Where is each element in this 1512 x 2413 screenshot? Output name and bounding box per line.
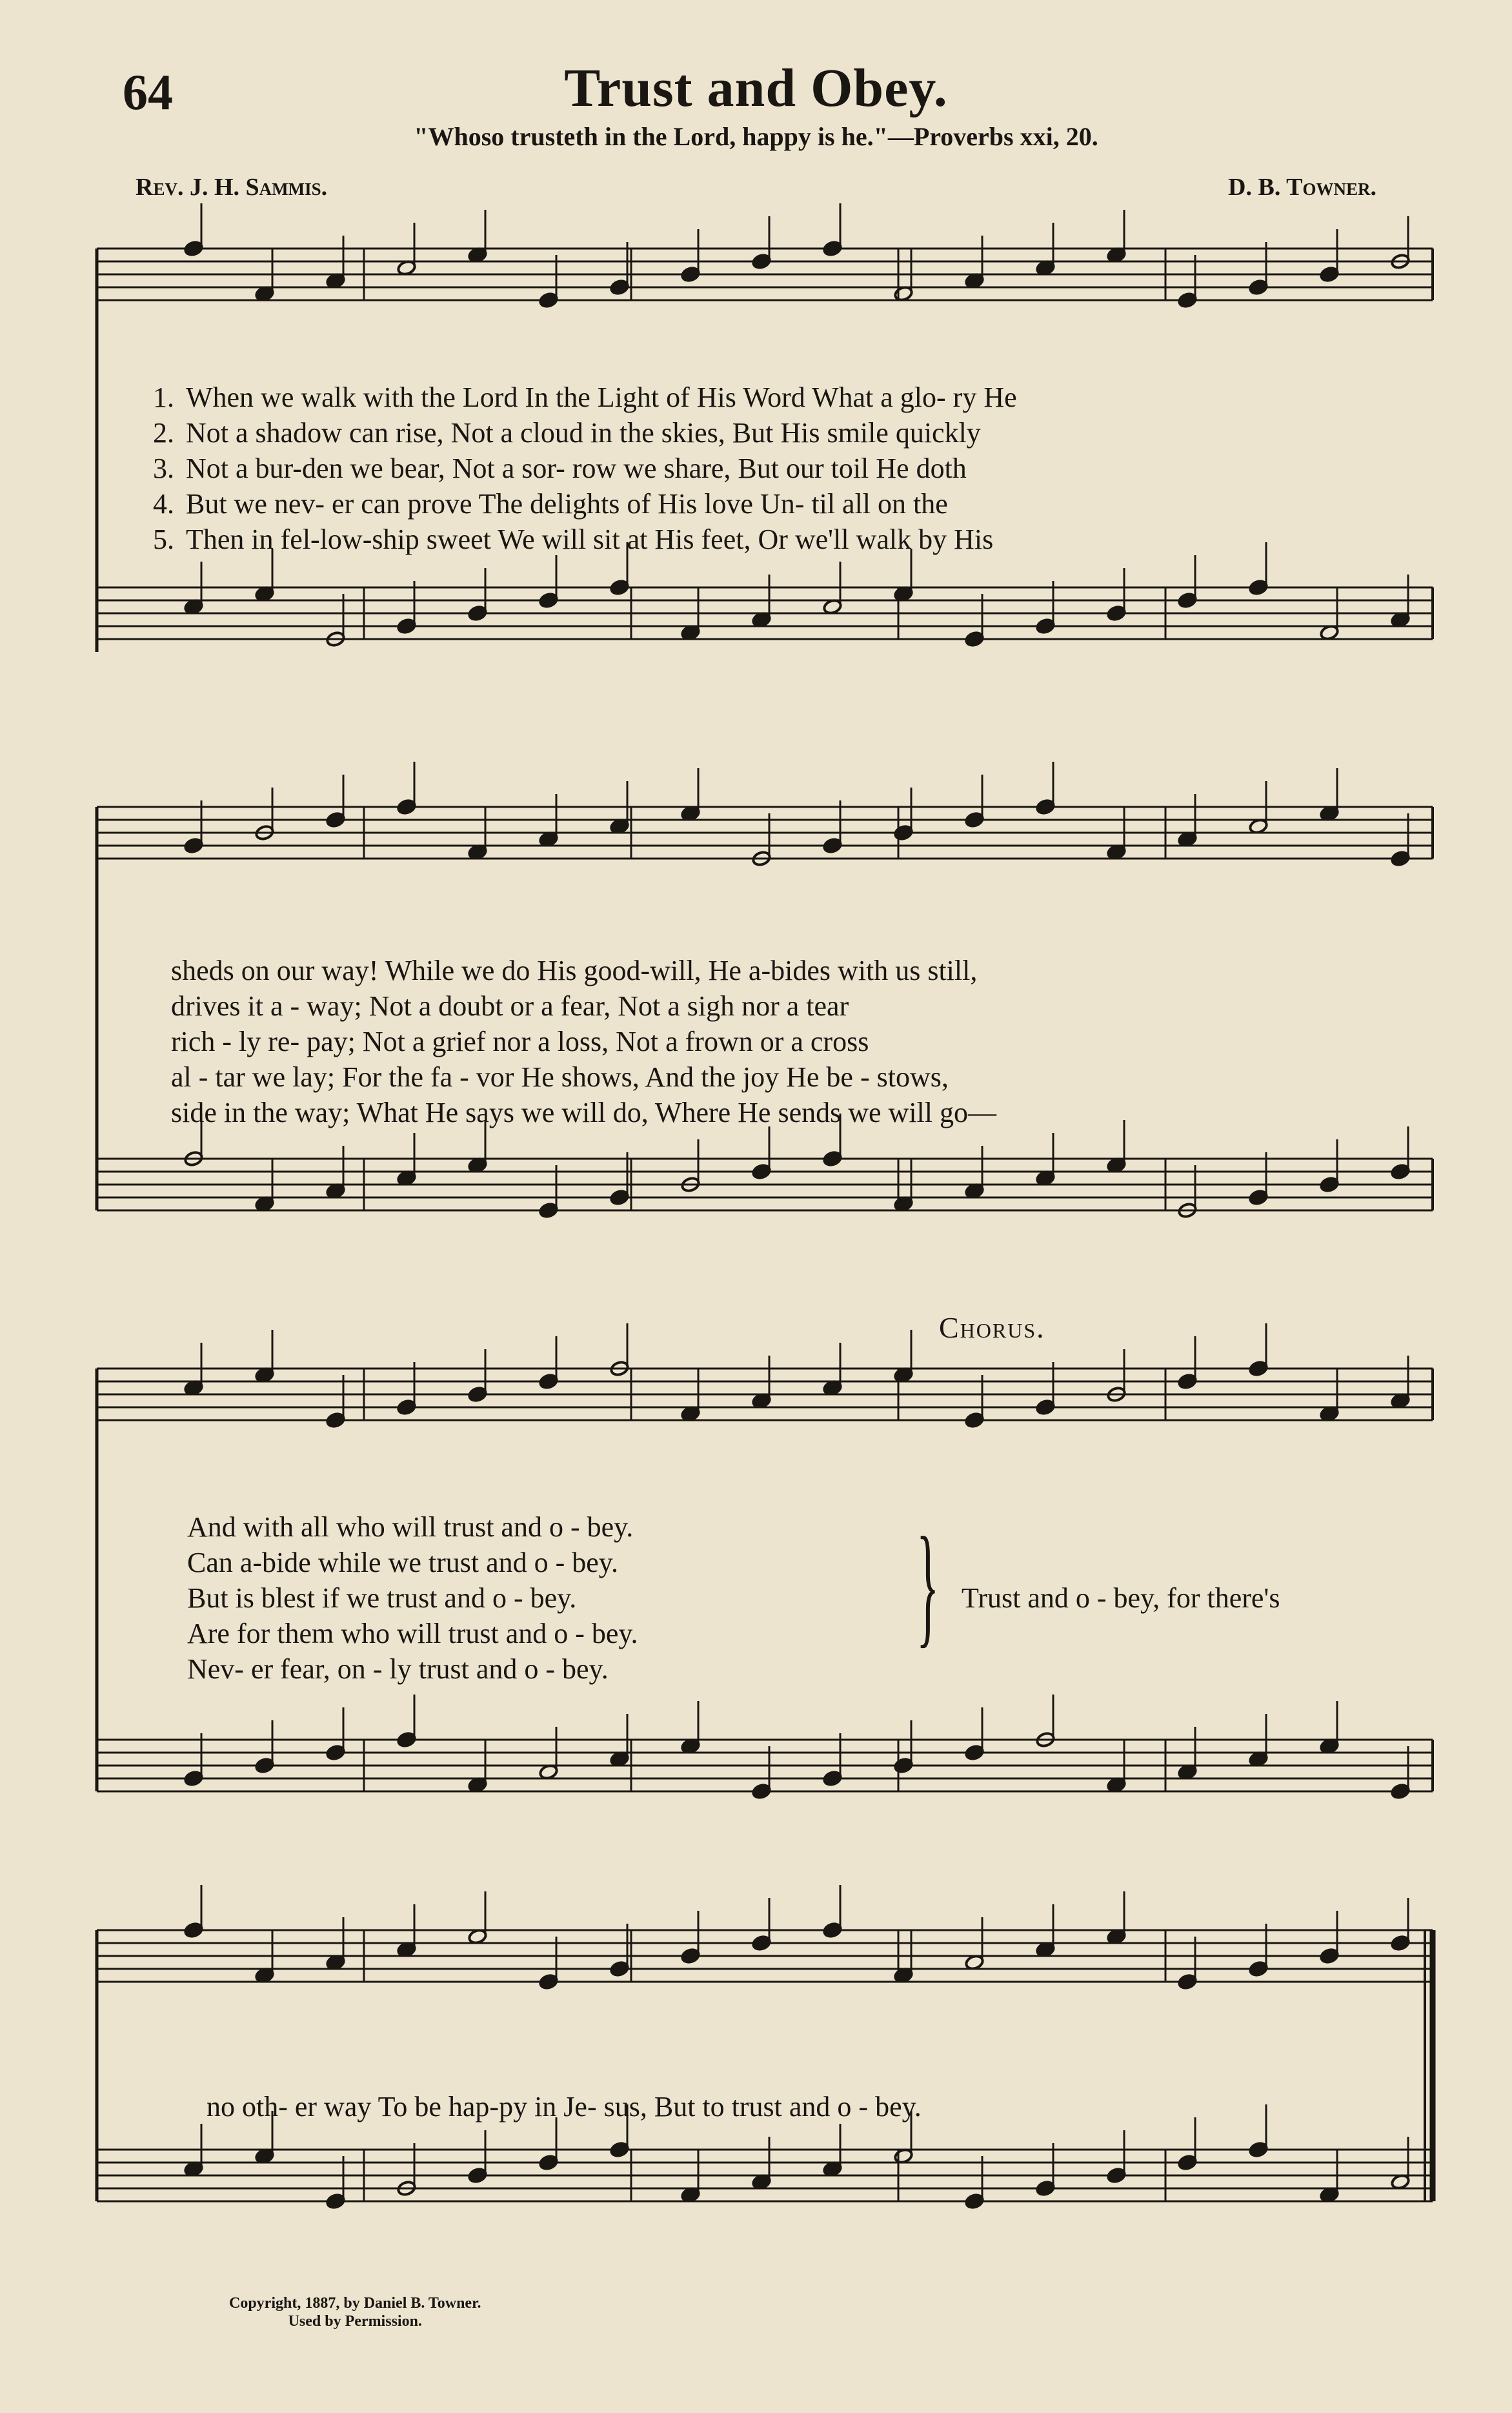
- lyric-line: sheds on our way! While we do His good-will, He a-bides with us still,: [171, 955, 978, 986]
- author-credit: Rev. J. H. Sammis.: [136, 174, 328, 201]
- composer-credit: D. B. Towner.: [1228, 174, 1376, 201]
- lyric-line: al - tar we lay; For the fa - vor He shows, And the joy He be - stows,: [171, 1061, 949, 1093]
- lyric-line: Are for them who will trust and o - bey.: [187, 1618, 638, 1649]
- copyright-line: Copyright, 1887, by Daniel B. Towner.: [229, 2295, 481, 2312]
- lyric-line: Nev- er fear, on - ly trust and o - bey.: [187, 1653, 609, 1685]
- lyric-line: no oth- er way To be hap-py in Je- sus, But to trust and o - bey.: [207, 2091, 922, 2123]
- lyric-brace: }: [916, 1510, 940, 1660]
- copyright-notice: [229, 2295, 481, 2330]
- lyric-line: And with all who will trust and o - bey.: [187, 1511, 634, 1543]
- page-number: 64: [123, 64, 173, 120]
- lyric-line: drives it a - way; Not a doubt or a fear, Not a sigh nor a tear: [171, 990, 849, 1022]
- permission-line: Used by Permission.: [288, 2312, 422, 2330]
- lyric-line: 3. Not a bur-den we bear, Not a sor- row we share, But our toil He doth: [153, 453, 967, 484]
- lyric-line: side in the way; What He says we will do, Where He sends we will go—: [171, 1097, 996, 1128]
- lyric-line: rich - ly re- pay; Not a grief nor a loss, Not a frown or a cross: [171, 1026, 869, 1057]
- lyric-line: 4. But we nev- er can prove The delights of His love Un- til all on the: [153, 488, 948, 520]
- lyric-line: 5. Then in fel-low-ship sweet We will sit at His feet, Or we'll walk by His: [153, 524, 994, 555]
- lyric-line: 2. Not a shadow can rise, Not a cloud in the skies, But His smile quickly: [153, 417, 981, 449]
- lyric-line: But is blest if we trust and o - bey.: [187, 1582, 577, 1614]
- lyric-line: 1. When we walk with the Lord In the Light of His Word What a glo- ry He: [153, 382, 1017, 413]
- chorus-label: Chorus.: [939, 1311, 1045, 1344]
- refrain-line: Trust and o - bey, for there's: [962, 1582, 1280, 1614]
- lyric-line: Can a-bide while we trust and o - bey.: [187, 1547, 618, 1578]
- hymn-title: Trust and Obey.: [564, 58, 948, 118]
- epigraph: "Whoso trusteth in the Lord, happy is he."—Proverbs xxi, 20.: [414, 122, 1098, 151]
